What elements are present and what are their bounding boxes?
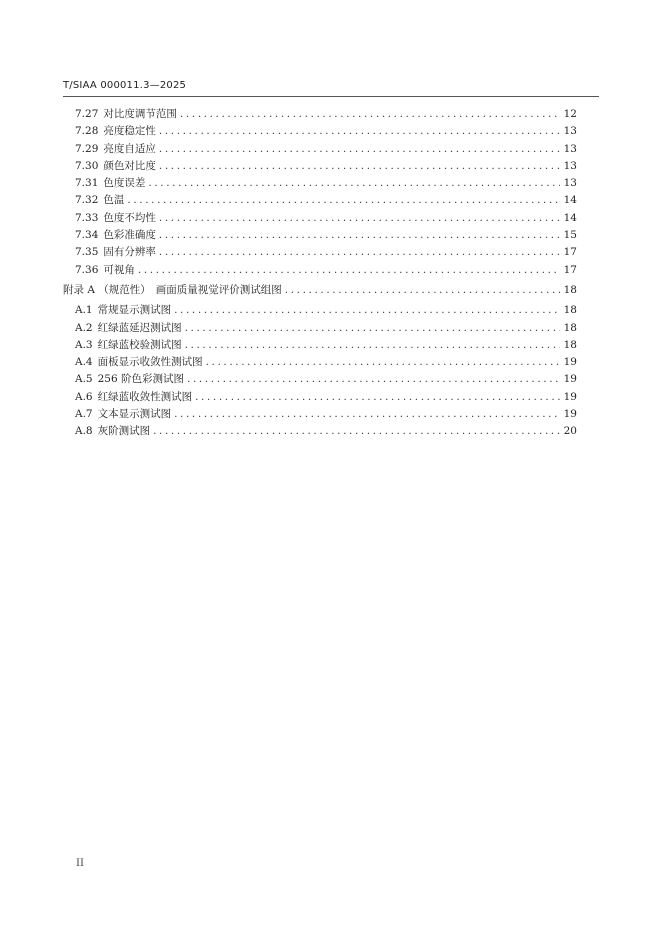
toc-entry-page: 19 xyxy=(563,408,577,421)
toc-appendix-title: 画面质量视觉评价测试组图 xyxy=(155,283,282,296)
toc-entry-title: 常规显示测试图 xyxy=(97,304,172,317)
toc-entry-number: 7.29 xyxy=(75,142,99,155)
toc-entry-page: 13 xyxy=(563,125,577,138)
toc-leader-dots xyxy=(148,175,560,192)
toc-entry-title: 红绿蓝收敛性测试图 xyxy=(97,390,193,403)
toc-entry-page: 13 xyxy=(563,142,577,155)
toc-entry-number: 7.31 xyxy=(75,177,99,190)
toc-entry[interactable] xyxy=(63,406,577,423)
toc-entry-number: 7.34 xyxy=(75,229,99,242)
toc-appendix-label: 附录 A （规范性） xyxy=(63,283,151,296)
toc-entry-title: 可视角 xyxy=(103,263,135,276)
toc-leader-dots xyxy=(159,158,560,175)
toc-entry-number: A.1 xyxy=(75,304,93,317)
toc-leader-dots xyxy=(187,371,560,388)
document-id-header: T/SIAA 000011.3—2025 xyxy=(63,80,187,91)
table-of-contents xyxy=(63,106,577,441)
toc-entry-number: 7.30 xyxy=(75,159,99,172)
toc-entry-page: 14 xyxy=(563,194,577,207)
toc-entry[interactable] xyxy=(63,302,577,319)
toc-entry-page: 19 xyxy=(563,373,577,386)
toc-entry[interactable] xyxy=(63,354,577,371)
toc-entry-number: 7.33 xyxy=(75,211,99,224)
toc-leader-dots xyxy=(195,389,560,406)
toc-leader-dots xyxy=(206,354,560,371)
toc-entry[interactable] xyxy=(63,141,577,158)
toc-entry-page: 19 xyxy=(563,356,577,369)
toc-leader-dots xyxy=(180,106,560,123)
toc-entry-page: 12 xyxy=(563,108,577,120)
toc-entry-title: 固有分辨率 xyxy=(103,246,156,259)
toc-entry-number: 7.27 xyxy=(75,108,99,120)
toc-entry-page: 18 xyxy=(563,304,577,317)
toc-entry-title: 色温 xyxy=(103,194,125,207)
toc-entry[interactable] xyxy=(63,123,577,140)
toc-entry[interactable] xyxy=(63,262,577,279)
toc-leader-dots xyxy=(185,337,560,354)
toc-entry-page: 15 xyxy=(563,229,577,242)
toc-entry-title: 文本显示测试图 xyxy=(97,408,172,421)
toc-entry[interactable] xyxy=(63,423,577,440)
toc-entry-title: 亮度自适应 xyxy=(103,142,156,155)
toc-entry[interactable] xyxy=(63,175,577,192)
toc-entry-number: 7.28 xyxy=(75,125,99,138)
toc-leader-dots xyxy=(185,320,560,337)
toc-entry-number: A.2 xyxy=(75,321,93,334)
toc-entry-number: A.5 xyxy=(75,373,93,386)
toc-entry-title: 红绿蓝校验测试图 xyxy=(97,338,182,351)
toc-entry-page: 14 xyxy=(563,211,577,224)
toc-entry-page: 19 xyxy=(563,390,577,403)
toc-entry[interactable] xyxy=(63,389,577,406)
toc-entry-title: 面板显示收敛性测试图 xyxy=(97,356,203,369)
toc-entry-page: 13 xyxy=(563,159,577,172)
toc-entry-number: A.6 xyxy=(75,390,93,403)
toc-entry-title: 色彩准确度 xyxy=(103,229,156,242)
toc-entry-title: 亮度稳定性 xyxy=(103,125,156,138)
toc-entry[interactable] xyxy=(63,320,577,337)
toc-leader-dots xyxy=(285,282,560,299)
toc-entry[interactable] xyxy=(63,337,577,354)
toc-leader-dots xyxy=(127,192,560,209)
toc-entry-title: 色度误差 xyxy=(103,177,146,190)
toc-leader-dots xyxy=(153,423,560,440)
toc-entry[interactable] xyxy=(63,210,577,227)
toc-entry[interactable] xyxy=(63,371,577,388)
toc-entry-page: 17 xyxy=(563,246,577,259)
toc-leader-dots xyxy=(159,210,560,227)
toc-entry[interactable] xyxy=(63,192,577,209)
toc-entry-number: 7.35 xyxy=(75,246,99,259)
toc-entry-title: 对比度调节范围 xyxy=(103,108,177,120)
toc-entry-title: 灰阶测试图 xyxy=(97,425,151,438)
toc-entry-title: 256 阶色彩测试图 xyxy=(97,373,184,386)
header-rule xyxy=(63,96,599,97)
toc-entry[interactable] xyxy=(63,227,577,244)
toc-entry-number: 7.32 xyxy=(75,194,99,207)
toc-entry-page: 18 xyxy=(563,321,577,334)
toc-leader-dots xyxy=(159,141,560,158)
toc-entry-title: 红绿蓝延迟测试图 xyxy=(97,321,182,334)
toc-entry[interactable] xyxy=(63,244,577,261)
toc-entry-number: 7.36 xyxy=(75,263,99,276)
toc-entry-number: A.7 xyxy=(75,408,93,421)
toc-leader-dots xyxy=(174,406,560,423)
toc-entry[interactable] xyxy=(63,158,577,175)
toc-appendix-page: 18 xyxy=(563,283,577,296)
toc-entry-page: 17 xyxy=(563,263,577,276)
page-number-footer: II xyxy=(76,858,84,869)
toc-entry-number: A.8 xyxy=(75,425,93,438)
toc-entry-number: A.3 xyxy=(75,338,93,351)
toc-entry-title: 颜色对比度 xyxy=(103,159,156,172)
toc-leader-dots xyxy=(159,123,560,140)
toc-entry-title: 色度不均性 xyxy=(103,211,156,224)
toc-appendix-entry[interactable] xyxy=(63,282,577,299)
toc-leader-dots xyxy=(138,262,560,279)
toc-entry[interactable] xyxy=(63,106,577,123)
toc-entry-number: A.4 xyxy=(75,356,93,369)
toc-entry-page: 13 xyxy=(563,177,577,190)
toc-leader-dots xyxy=(159,244,560,261)
toc-entry-page: 20 xyxy=(563,425,577,438)
toc-leader-dots xyxy=(174,302,560,319)
toc-entry-page: 18 xyxy=(563,338,577,351)
toc-leader-dots xyxy=(159,227,560,244)
